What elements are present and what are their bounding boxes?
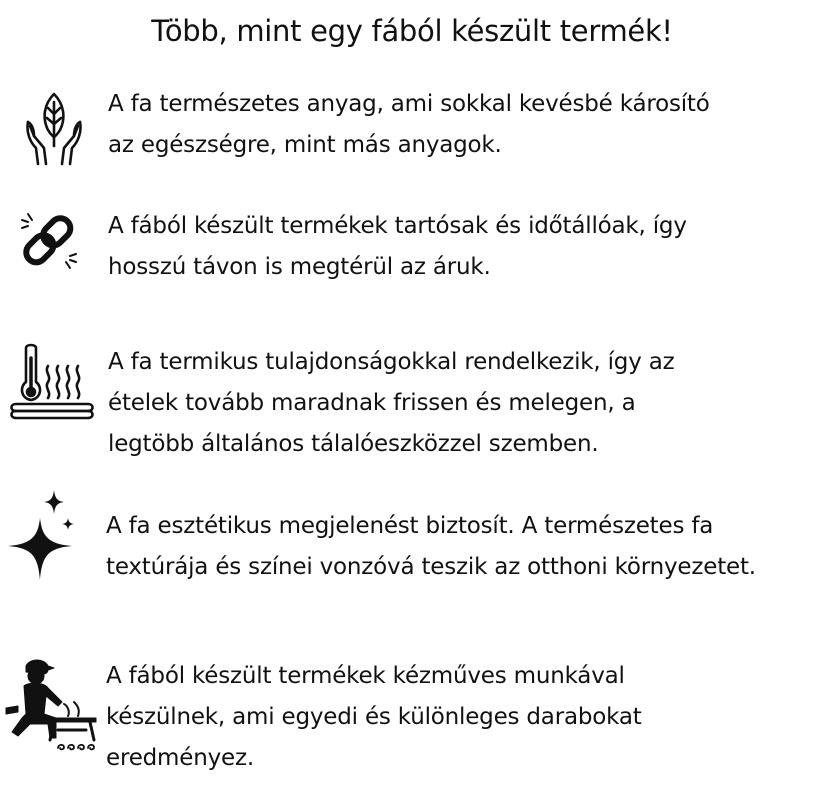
thermometer-heat-icon [10, 342, 96, 422]
feature-text [108, 342, 760, 465]
text-line: textúrája és színei vonzóvá teszik az otthoni környezetet. [106, 554, 756, 580]
woodworker-icon [4, 656, 102, 752]
chain-link-icon [18, 208, 80, 274]
text-line: eredményez. [106, 745, 254, 771]
text-line: A fából készült termékek kézműves munkával [106, 663, 625, 689]
sparkles-icon [4, 488, 82, 584]
text-line: A fa termikus tulajdonságokkal rendelkezik, így az [108, 349, 675, 375]
feature-text [106, 656, 794, 779]
text-line: A fából készült termékek tartósak és időtállóak, így [108, 213, 687, 239]
text-line: ételek tovább maradnak frissen és melegen, a [108, 390, 636, 416]
text-line: A fa természetes anyag, ami sokkal kevésbé károsító [108, 91, 710, 117]
text-line: legtöbb általános tálalóeszközzel szemben. [108, 431, 599, 457]
text-line: az egészségre, mint más anyagok. [108, 132, 502, 158]
feature-text [108, 206, 776, 288]
text-line: hosszú távon is megtérül az áruk. [108, 254, 491, 280]
page-title: Több, mint egy fából készült termék! [151, 14, 673, 48]
leaf-in-hands-icon [22, 88, 86, 168]
feature-text [108, 84, 758, 166]
feature-text [106, 506, 818, 588]
text-line: készülnek, ami egyedi és különleges darabokat [106, 704, 642, 730]
text-line: A fa esztétikus megjelenést biztosít. A természetes fa [106, 513, 714, 539]
